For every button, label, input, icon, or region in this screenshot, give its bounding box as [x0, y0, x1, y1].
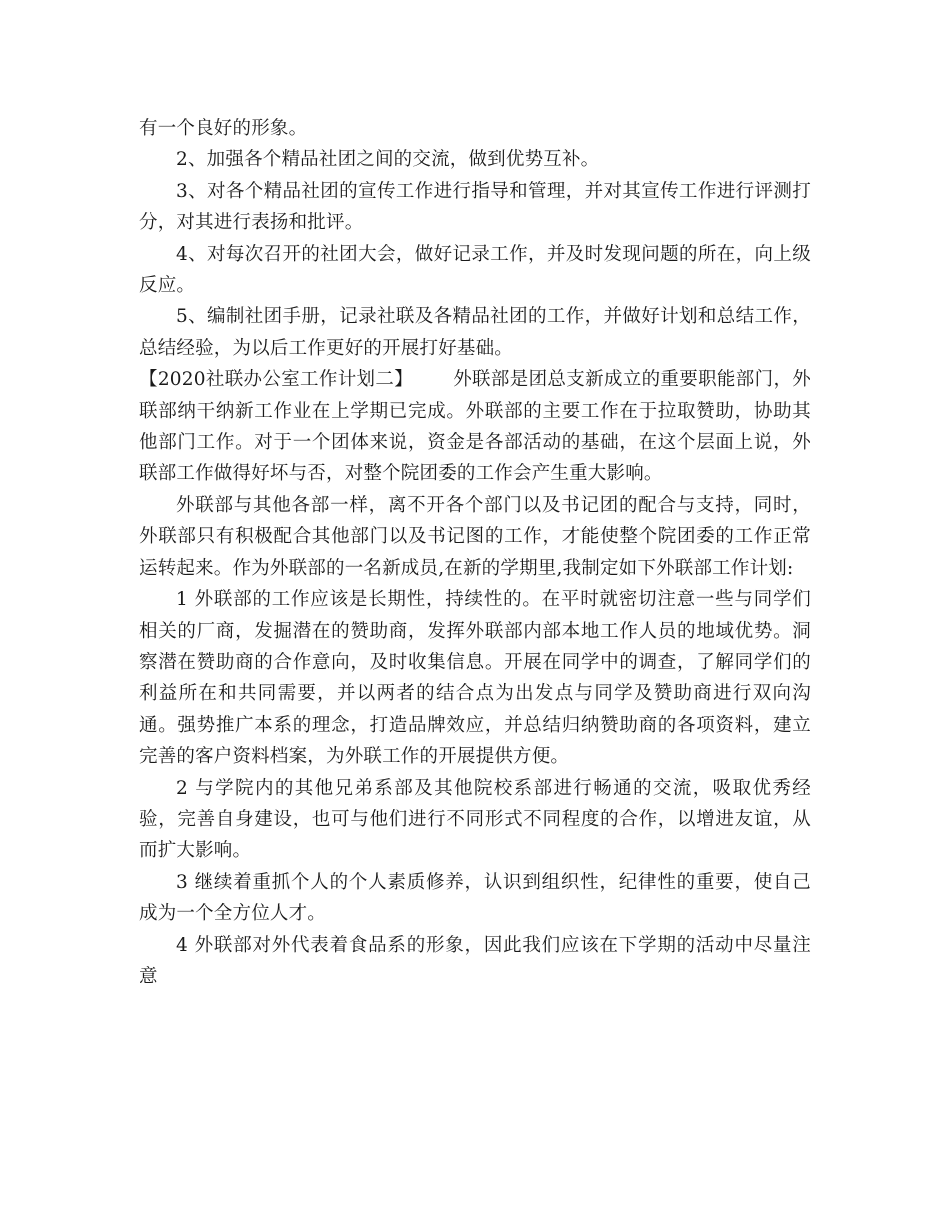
section-intro-text: 外联部是团总支新成立的重要职能部门，外联部纳干纳新工作业在上学期已完成。外联部的主要工作在于拉取赞助，协助其他部门工作。对于一个团体来说，资金是各部活动的基础，在这个层面上说，外联部工作做得好坏与否，对整个院团委的工作会产生重大影响。 — [139, 369, 811, 485]
paragraph-section-two — [139, 364, 811, 490]
paragraph-item-2: 2、加强各个精品社团之间的交流，做到优势互补。 — [176, 149, 600, 171]
paragraph-item-4: 4、对每次召开的社团大会，做好记录工作，并及时发现问题的所在，向上级反应。 — [139, 243, 811, 297]
paragraph-item-3: 3、对各个精品社团的宣传工作进行指导和管理，并对其宣传工作进行评测打分，对其进行表扬和批评。 — [139, 180, 811, 234]
paragraph-continuation: 有一个良好的形象。 — [139, 118, 308, 139]
section-heading: 【2020社联办公室工作计划二】 — [139, 369, 414, 391]
paragraph-item-5: 5、编制社团手册，记录社联及各精品社团的工作，并做好计划和总结工作，总结经验，为以后工作更好的开展打好基础。 — [139, 306, 811, 359]
document-body — [139, 113, 811, 992]
paragraph-plan-4: 4 外联部对外代表着食品系的形象，因此我们应该在下学期的活动中尽量注意 — [139, 934, 811, 987]
paragraph-plan-1: 1 外联部的工作应该是长期性，持续性的。在平时就密切注意一些与同学们相关的厂商，发掘潜在的赞助商，发挥外联部内部本地工作人员的地域优势。洞察潜在赞助商的合作意向，及时收集信息。开展在同学中的调查，了解同学们的利益所在和共同需要，并以两者的结合点为出发点与同学及赞助商进行双向沟通。强势推广本系的理念，打造品牌效应，并总结归纳赞助商的各项资料，建立完善的客户资料档案，为外联工作的开展提供方便。 — [139, 589, 811, 768]
paragraph-cooperation: 外联部与其他各部一样，离不开各个部门以及书记团的配合与支持，同时，外联部只有积极配合其他部门以及书记图的工作，才能使整个院团委的工作正常运转起来。作为外联部的一名新成员,在新的学期里,我制定如下外联部工作计划: — [139, 494, 811, 579]
paragraph-plan-2: 2 与学院内的其他兄弟系部及其他院校系部进行畅通的交流，吸取优秀经验，完善自身建设，也可与他们进行不同形式不同程度的合作，以增进友谊，从而扩大影响。 — [139, 777, 811, 862]
paragraph-plan-3: 3 继续着重抓个人的个人素质修养，认识到组织性，纪律性的重要，使自己成为一个全方位人才。 — [139, 871, 811, 925]
